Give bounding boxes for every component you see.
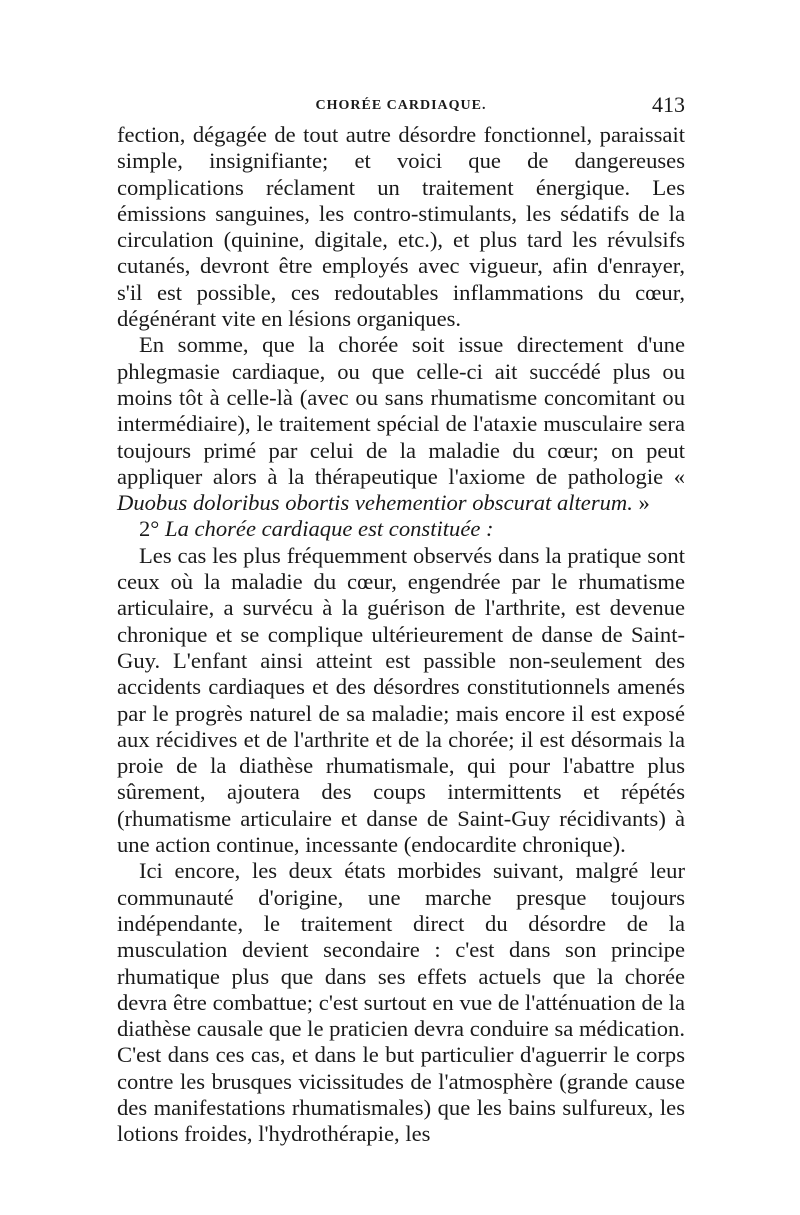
quote-close: »	[638, 490, 650, 516]
section-heading-text: La chorée cardiaque est constituée :	[165, 516, 494, 542]
paragraph-2-text: En somme, que la chorée soit issue directement d'une phlegmasie cardiaque, ou que celle-ci ait succédé plus ou moins tôt à celle-là (avec ou sans rhumatisme concomitant ou intermédiaire), le traitement spécial de l'ataxie musculaire sera toujours primé par celui de la maladie du cœur; on peut appliquer alors à la thérapeutique l'axiome de pathologie «	[117, 332, 685, 489]
section-number: 2°	[139, 516, 160, 542]
paragraph-2	[117, 332, 685, 516]
paragraph-5: Ici encore, les deux états morbides suivant, malgré leur communauté d'origine, une marche presque toujours indépendante, le traitement direct du désordre de la musculation devient secondaire : c'est dans son principe rhumatique plus que dans ses effets actuels que la chorée devra être combattue; c'est surtout en vue de l'atténuation de la diathèse causale que le praticien devra conduire sa médication. C'est dans ces cas, et dans le but particulier d'aguerrir le corps contre les brusques vicissitudes de l'atmosphère (grande cause des manifestations rhumatismales) que les bains sulfureux, les lotions froides, l'hydrothérapie, les	[117, 858, 685, 1147]
page-number: 413	[652, 92, 685, 117]
body-text	[117, 122, 685, 1148]
running-title: CHORÉE CARDIAQUE.	[315, 98, 487, 113]
paragraph-1: fection, dégagée de tout autre désordre fonctionnel, paraissait simple, insignifiante; et voici que de dangereuses complications réclament un traitement énergique. Les émissions sanguines, les contro-stimulants, les sédatifs de la circulation (quinine, digitale, etc.), et plus tard les révulsifs cutanés, devront être employés avec vigueur, afin d'enrayer, s'il est possible, ces redoutables inflammations du cœur, dégénérant vite en lésions organiques.	[117, 122, 685, 332]
paragraph-4: Les cas les plus fréquemment observés dans la pratique sont ceux où la maladie du cœur, engendrée par le rhumatisme articulaire, a survécu à la guérison de l'arthrite, est devenue chronique et se complique ultérieurement de danse de Saint-Guy. L'enfant ainsi atteint est passible non-seulement des accidents cardiaques et des désordres constitutionnels amenés par le progrès naturel de sa maladie; mais encore il est exposé aux récidives et de l'arthrite et de la chorée; il est désormais la proie de la diathèse rhumatismale, qui pour l'abattre plus sûrement, ajoutera des coups intermittents et répétés (rhumatisme articulaire et danse de Saint-Guy récidivants) à une action continue, incessante (endocardite chronique).	[117, 542, 685, 858]
section-heading	[117, 516, 685, 542]
book-page	[117, 92, 685, 1148]
latin-quote: Duobus doloribus obortis vehementior obscurat alterum.	[117, 490, 633, 516]
running-head	[117, 92, 685, 122]
